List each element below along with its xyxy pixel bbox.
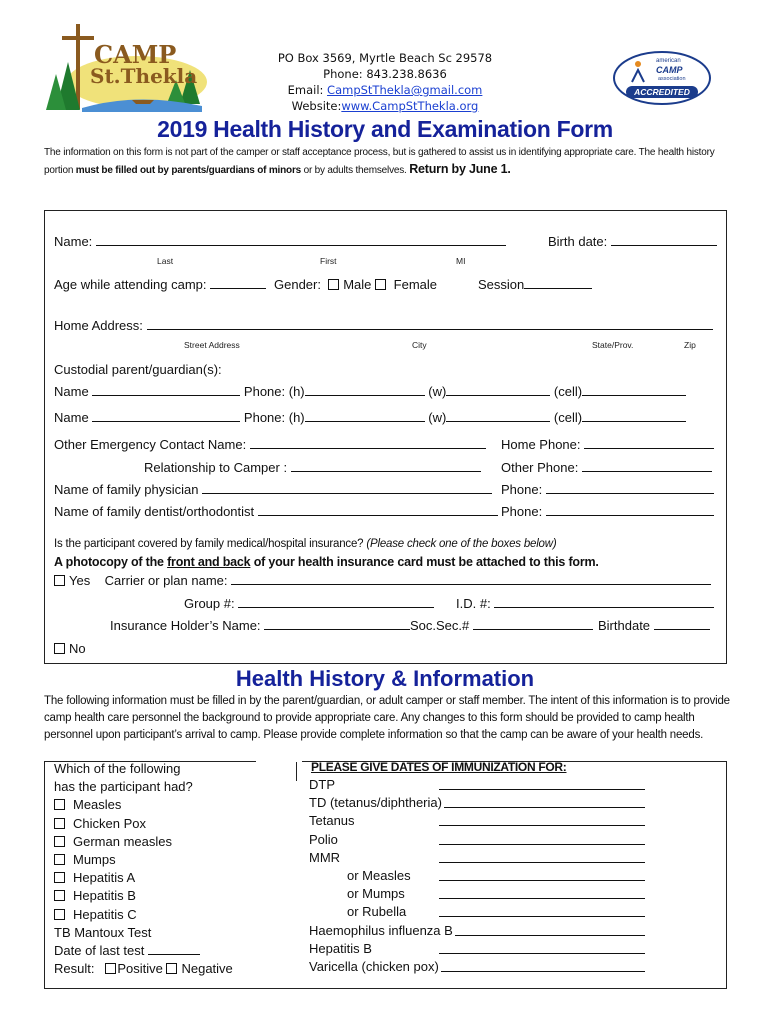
guardian-2-home-phone[interactable] (305, 410, 425, 422)
dentist-field[interactable] (258, 504, 498, 516)
immunization-item (309, 922, 649, 940)
immunization-list (309, 776, 687, 976)
illness-item (54, 887, 233, 905)
illness-item (54, 906, 233, 924)
immunization-item (309, 958, 649, 976)
home-phone-row: Home Phone: (501, 437, 714, 452)
immunization-item (309, 867, 687, 885)
immunization-date-field[interactable] (439, 942, 645, 954)
return-deadline: Return by June 1. (409, 162, 511, 176)
health-history-title: Health History & Information (235, 666, 535, 691)
guardian-row-1: Name Phone: (h) (w) (cell) (54, 384, 686, 399)
immunization-label: Varicella (chicken pox) (309, 959, 439, 975)
insurance-question: Is the participant covered by family medical/hospital insurance? (Please check one of the boxes below) (54, 538, 557, 550)
immunization-label: TD (tetanus/diphtheria) (309, 795, 442, 811)
illness-checkbox[interactable] (54, 872, 65, 883)
insurance-yes-row: Yes Carrier or plan name: (54, 573, 711, 588)
immunization-label: MMR (309, 849, 341, 865)
immunization-date-field[interactable] (439, 960, 645, 972)
name-field[interactable] (96, 234, 506, 246)
date-last-test-field[interactable] (148, 943, 200, 955)
immunization-label: Polio (309, 831, 338, 847)
box2-top-cut (256, 758, 302, 762)
immunization-date-field[interactable] (439, 814, 645, 826)
carrier-field[interactable] (231, 573, 711, 585)
guardian-2-work-phone[interactable] (446, 410, 550, 422)
immunization-item (309, 812, 649, 830)
badge-top: american (656, 58, 681, 64)
dentist-phone-row: Phone: (501, 504, 714, 519)
last-sublabel: Last (157, 256, 174, 266)
immunization-heading: PLEASE GIVE DATES OF IMMUNIZATION FOR: (311, 760, 567, 774)
illness-label: Mumps (73, 852, 116, 868)
immunization-date-field[interactable] (439, 833, 645, 845)
illness-label: Measles (73, 797, 122, 813)
history-question-2: has the participant had? (54, 779, 193, 795)
intro-paragraph: The information on this form is not part of the camper or staff acceptance process, but is gathered to assist us in identifying appropriate care. The health history portion must be filled out by parents/guardians of minors or by adults themselves. Return by June 1. (44, 147, 715, 176)
logo-text-camp: CAMP (94, 40, 177, 69)
relationship-row: Relationship to Camper : (144, 460, 481, 475)
immunization-item (309, 849, 649, 867)
badge-bottom: ACCREDITED (634, 87, 690, 97)
immunization-label: DTP (309, 777, 335, 792)
email-website-line (200, 82, 570, 114)
email-label: Email: (287, 83, 328, 97)
gender-row: Gender: Male Female (274, 277, 438, 292)
illness-checkbox[interactable] (54, 799, 65, 810)
immunization-label: or Mumps (347, 886, 405, 902)
other-phone-field[interactable] (582, 460, 712, 472)
illness-item (54, 815, 233, 833)
badge-sub: association (658, 76, 686, 82)
insurance-yes-checkbox[interactable] (54, 575, 65, 586)
session-row: Session (478, 277, 592, 292)
physician-field[interactable] (202, 482, 492, 494)
zip-sublabel: Zip (684, 340, 696, 350)
state-sublabel: State/Prov. (592, 340, 634, 350)
email-link[interactable]: CampStThekla@gmail.com (327, 83, 483, 97)
illness-label: German measles (73, 833, 172, 849)
address: PO Box 3569, Myrtle Beach Sc 29578 (277, 51, 493, 65)
immunization-item (309, 831, 649, 849)
result-row: Result: Positive Negative (54, 961, 233, 977)
birth-date-row: Birth date: (548, 234, 717, 249)
guardian-1-cell-phone[interactable] (582, 384, 686, 396)
immunization-item (309, 794, 649, 812)
immunization-label: Hepatitis B (309, 940, 372, 956)
website-link[interactable]: www.CampStThekla.org (341, 99, 479, 113)
female-checkbox[interactable] (375, 279, 386, 290)
dentist-row: Name of family dentist/orthodontist (54, 504, 498, 519)
immunization-label: Tetanus (309, 813, 355, 829)
phone: Phone: 843.238.8636 (323, 67, 447, 81)
positive-checkbox[interactable] (105, 963, 116, 974)
immunization-date-field[interactable] (439, 924, 645, 936)
date-last-test-row: Date of last test (54, 942, 233, 960)
holder-row: Insurance Holder’s Name: (110, 618, 410, 633)
insurance-no-checkbox[interactable] (54, 643, 65, 654)
immunization-label: Haemophilus influenza B (309, 922, 453, 938)
relationship-field[interactable] (291, 460, 481, 472)
immunization-date-field[interactable] (439, 869, 645, 881)
soc-field[interactable] (473, 618, 593, 630)
guardian-row-2: Name Phone: (h) (w) (cell) (54, 410, 686, 425)
holder-field[interactable] (264, 618, 410, 630)
illness-item (54, 833, 233, 851)
first-sublabel: First (320, 256, 337, 266)
emergency-contact-row: Other Emergency Contact Name: (54, 437, 486, 452)
illness-label: Hepatitis B (73, 888, 136, 904)
other-phone-row: Other Phone: (501, 460, 712, 475)
session-field[interactable] (524, 277, 592, 289)
illness-checkbox[interactable] (54, 818, 65, 829)
immunization-date-field[interactable] (439, 887, 645, 899)
holder-birthdate-field[interactable] (654, 618, 710, 630)
dentist-phone-field[interactable] (546, 504, 714, 516)
physician-row: Name of family physician (54, 482, 492, 497)
contact-info (200, 50, 570, 114)
group-row: Group #: (184, 596, 434, 611)
guardian-1-work-phone[interactable] (446, 384, 550, 396)
city-sublabel: City (412, 340, 427, 350)
photocopy-note: A photocopy of the front and back of your health insurance card must be attached to this form. (54, 555, 599, 569)
home-address-field[interactable] (147, 318, 713, 330)
history-question-1: Which of the following (54, 761, 181, 776)
tb-test-label: TB Mantoux Test (54, 924, 152, 940)
illness-list (54, 760, 233, 978)
physician-phone-row: Phone: (501, 482, 714, 497)
negative-checkbox[interactable] (166, 963, 177, 974)
guardian-2-cell-phone[interactable] (582, 410, 686, 422)
website-label: Website: (291, 99, 342, 113)
immunization-label: or Measles (347, 868, 411, 884)
insurance-no-row: No (54, 641, 86, 656)
immunization-item (309, 940, 649, 958)
guardian-1-home-phone[interactable] (305, 384, 425, 396)
guardian-2-name-field[interactable] (92, 410, 240, 422)
illness-label: Hepatitis A (73, 870, 136, 886)
form-title: 2019 Health History and Examination Form (157, 116, 613, 142)
holder-birthdate-row: Birthdate (598, 618, 710, 633)
guardian-1-name-field[interactable] (92, 384, 240, 396)
immunization-item (309, 903, 687, 921)
illness-checkbox[interactable] (54, 909, 65, 920)
immunization-date-field[interactable] (439, 905, 645, 917)
health-history-intro: The following information must be filled in by the parent/guardian, or adult camper or staff member. The intent of this information is to provide camp health care personnel the background to provide appropriate care. Any changes to this form should be provided to camp health personnel upon participant’s arrival to camp. Please provide complete information so that the camp can be aware of your health needs. (44, 695, 730, 741)
immunization-date-field[interactable] (439, 778, 645, 790)
box2-divider (296, 761, 297, 781)
illness-checkbox[interactable] (54, 836, 65, 847)
immunization-item (309, 885, 687, 903)
emergency-contact-field[interactable] (250, 437, 486, 449)
age-field[interactable] (210, 277, 266, 289)
birth-date-field[interactable] (611, 234, 717, 246)
illness-label: Hepatitis C (73, 906, 137, 922)
soc-row: Soc.Sec.# (410, 618, 593, 633)
immunization-label: or Rubella (347, 904, 407, 920)
logo-text-stthekla: St.Thekla (90, 64, 198, 88)
id-field[interactable] (494, 596, 714, 608)
illness-item (54, 796, 233, 814)
physician-phone-field[interactable] (546, 482, 714, 494)
home-address-row: Home Address: (54, 318, 713, 333)
age-row: Age while attending camp: (54, 277, 266, 292)
mi-sublabel: MI (456, 256, 466, 266)
illness-label: Chicken Pox (73, 815, 146, 831)
camp-logo (42, 22, 207, 114)
illness-item (54, 851, 233, 869)
street-sublabel: Street Address (184, 340, 240, 350)
immunization-date-field[interactable] (439, 851, 645, 863)
group-field[interactable] (238, 596, 434, 608)
illness-checkbox[interactable] (54, 854, 65, 865)
illness-checkbox[interactable] (54, 890, 65, 901)
emergency-home-phone-field[interactable] (584, 437, 714, 449)
custodial-heading: Custodial parent/guardian(s): (54, 362, 222, 377)
aca-accredited-badge (612, 50, 712, 106)
male-checkbox[interactable] (328, 279, 339, 290)
name-row: Name: (54, 234, 506, 249)
illness-item (54, 869, 233, 887)
immunization-date-field[interactable] (439, 796, 645, 808)
id-row: I.D. #: (456, 596, 714, 611)
badge-mid: CAMP (656, 65, 683, 75)
immunization-item (309, 776, 649, 794)
